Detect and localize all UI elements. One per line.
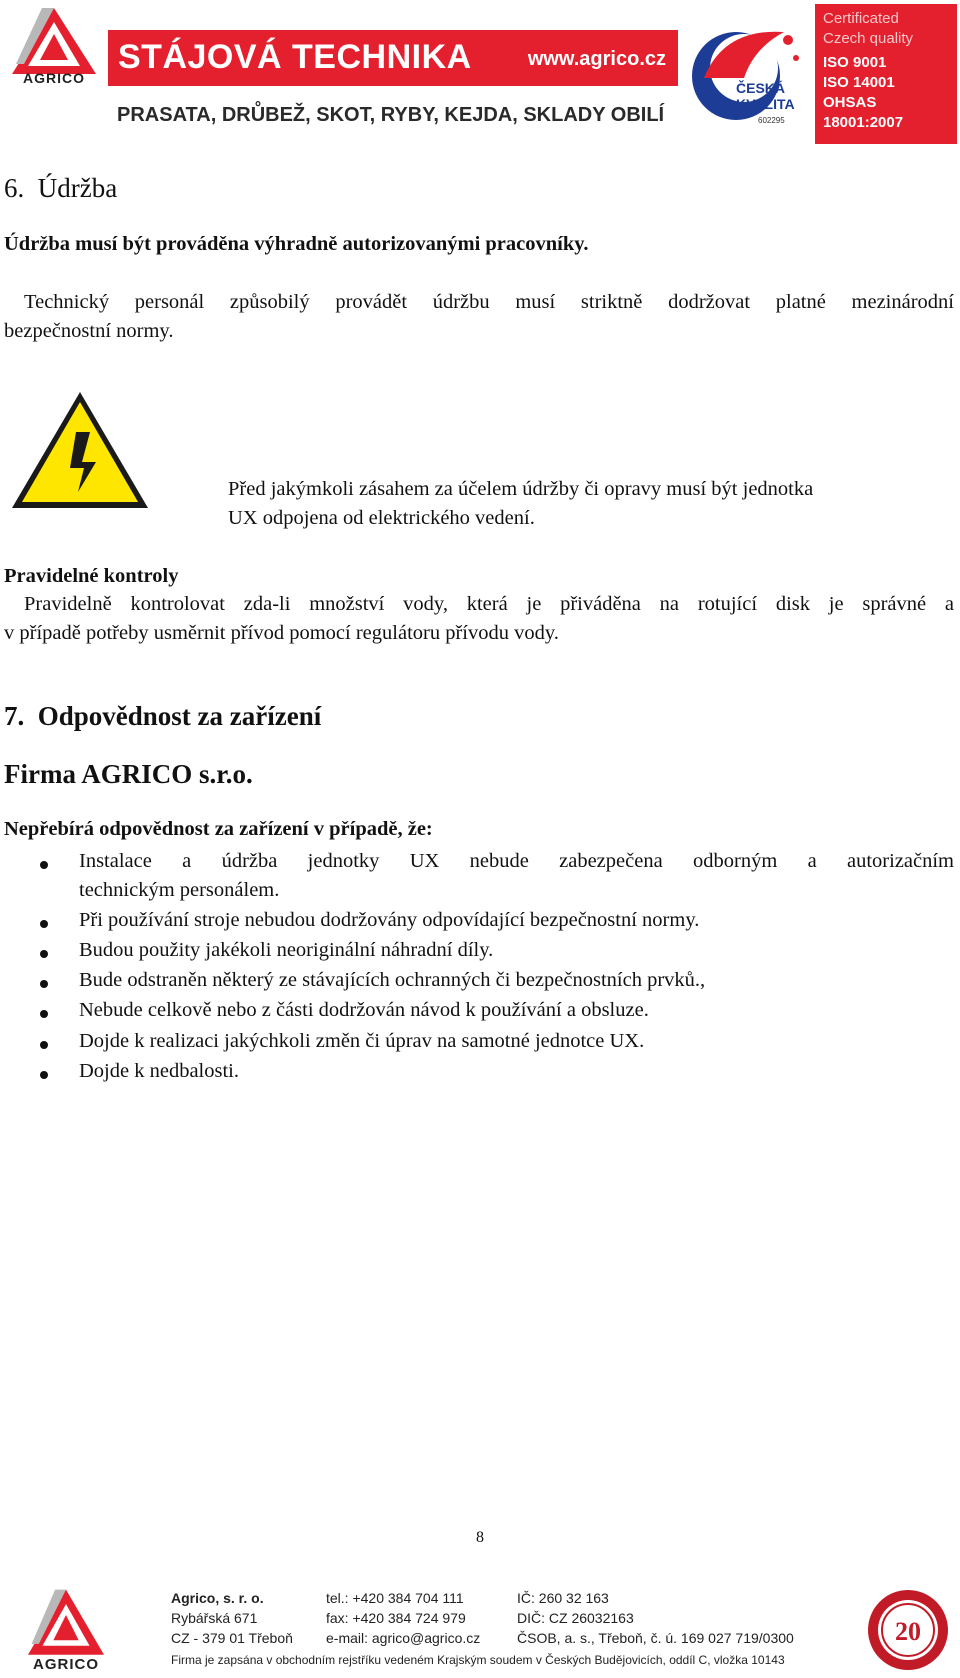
footer-contact bbox=[326, 1588, 480, 1648]
cert-line: OHSAS bbox=[823, 94, 877, 111]
list-item-text: Při používání stroje nebudou dodržovány odpovídající bezpečnostní normy. bbox=[79, 909, 700, 931]
czech-quality-logo-icon bbox=[684, 18, 810, 130]
quality-label-2: KVALITA bbox=[736, 96, 795, 112]
bullet-icon bbox=[40, 1041, 48, 1049]
footer-dic: DIČ: CZ 26032163 bbox=[517, 1610, 634, 1626]
banner-tagline: PRASATA, DRŮBEŽ, SKOT, RYBY, KEJDA, SKLADY OBILÍ bbox=[117, 104, 665, 126]
list-item-text: Bude odstraněn některý ze stávajících ochranných či bezpečnostních prvků., bbox=[79, 969, 706, 991]
list-item-text: technickým personálem. bbox=[79, 879, 280, 901]
footer-fax: fax: +420 384 724 979 bbox=[326, 1610, 466, 1626]
list-item-text: Dojde k realizaci jakýchkoli změn či úprav na samotné jednotce UX. bbox=[79, 1030, 645, 1052]
bullet-icon bbox=[40, 1071, 48, 1079]
section-7-title: Odpovědnost za zařízení bbox=[37, 701, 322, 731]
cert-line: ISO 14001 bbox=[823, 74, 895, 91]
cert-line: Czech quality bbox=[823, 30, 914, 47]
list-item bbox=[0, 999, 960, 1029]
seal-number: 20 bbox=[895, 1617, 921, 1646]
checks-line-2: v případě potřeby usměrnit přívod pomocí regulátoru přívodu vody. bbox=[4, 622, 559, 644]
footer-registration bbox=[517, 1588, 794, 1648]
footer-address bbox=[171, 1588, 293, 1648]
section-7-number: 7. bbox=[4, 701, 25, 731]
footer-company: Agrico, s. r. o. bbox=[171, 1590, 264, 1606]
bullet-icon bbox=[40, 861, 48, 869]
footer-agrico-logo-icon bbox=[20, 1586, 112, 1662]
footer-ic: IČ: 260 32 163 bbox=[517, 1590, 609, 1606]
footer-logo-text: AGRICO bbox=[33, 1656, 99, 1673]
cert-line: 18001:2007 bbox=[823, 114, 904, 131]
list-item bbox=[0, 969, 960, 999]
certification-box bbox=[815, 4, 957, 144]
footer-phone: tel.: +420 384 704 111 bbox=[326, 1590, 464, 1606]
section-6-heading bbox=[4, 173, 117, 204]
footer-street: Rybářská 671 bbox=[171, 1610, 258, 1626]
list-item bbox=[0, 939, 960, 969]
header-logo-text: AGRICO bbox=[23, 70, 85, 86]
staff-line-2: bezpečnostní normy. bbox=[4, 320, 174, 342]
list-item-text: Nebude celkově nebo z části dodržován návod k používání a obsluze. bbox=[79, 999, 649, 1021]
banner-url: www.agrico.cz bbox=[527, 48, 666, 70]
list-item bbox=[0, 909, 960, 939]
footer-city: CZ - 379 01 Třeboň bbox=[171, 1630, 293, 1646]
list-item-text: Instalace a údržba jednotky UX nebude zabezpečena odborným a autorizačním bbox=[79, 850, 954, 872]
bullet-icon bbox=[40, 920, 48, 928]
list-item-text: Budou použity jakékoli neoriginální náhradní díly. bbox=[79, 939, 494, 961]
footer-bank: ČSOB, a. s., Třeboň, č. ú. 169 027 719/0300 bbox=[517, 1630, 794, 1646]
warning-line-1: Před jakýmkoli zásahem za účelem údržby či opravy musí být jednotka bbox=[228, 478, 814, 500]
page-header bbox=[0, 0, 960, 148]
bullet-icon bbox=[40, 950, 48, 958]
list-item-continuation bbox=[0, 879, 960, 909]
high-voltage-warning-icon bbox=[8, 388, 152, 514]
quality-label-1: ČESKÁ bbox=[736, 80, 786, 96]
footer-email[interactable]: e-mail: agrico@agrico.cz bbox=[326, 1630, 481, 1646]
warning-line-2: UX odpojena od elektrického vedení. bbox=[228, 507, 535, 529]
list-item bbox=[0, 1030, 960, 1060]
quality-number: 602295 bbox=[758, 116, 785, 125]
liability-lead: Nepřebírá odpovědnost za zařízení v případě, že: bbox=[4, 818, 433, 840]
staff-line-1: Technický personál způsobilý provádět údržbu musí striktně dodržovat platné mezinárodní bbox=[24, 291, 954, 313]
banner bbox=[108, 30, 678, 86]
bullet-icon bbox=[40, 980, 48, 988]
footer-legal-note: Firma je zapsána v obchodním rejstříku vedeném Krajským soudem v Českých Budějovicích, oddíl C, vložka 10143 bbox=[171, 1653, 785, 1667]
bullet-icon bbox=[40, 1010, 48, 1018]
authorized-note: Údržba musí být prováděna výhradně autorizovanými pracovníky. bbox=[4, 233, 589, 255]
page-number: 8 bbox=[476, 1529, 484, 1546]
cert-line: Certificated bbox=[823, 10, 899, 27]
section-7-heading bbox=[4, 701, 321, 732]
section-6-number: 6. bbox=[4, 173, 25, 203]
quality-seal-icon bbox=[862, 1586, 954, 1674]
checks-heading: Pravidelné kontroly bbox=[4, 565, 179, 587]
cert-line: ISO 9001 bbox=[823, 54, 887, 71]
checks-line-1: Pravidelně kontrolovat zda-li množství vody, která je přiváděna na rotující disk je správné a bbox=[24, 593, 954, 615]
section-6-title: Údržba bbox=[37, 173, 118, 203]
list-item bbox=[0, 850, 960, 880]
banner-title: STÁJOVÁ TECHNIKA bbox=[118, 38, 472, 76]
firm-name: Firma AGRICO s.r.o. bbox=[4, 759, 253, 789]
list-item bbox=[0, 1060, 960, 1090]
list-item-text: Dojde k nedbalosti. bbox=[79, 1060, 239, 1082]
